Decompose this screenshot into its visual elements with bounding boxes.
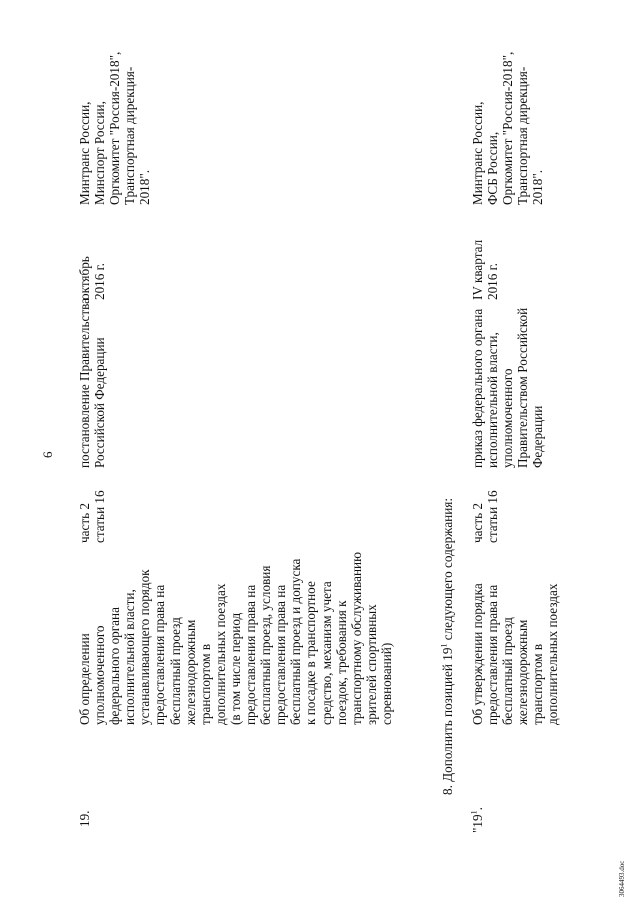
row-19-responsible-line: Оргкомитет "Россия-2018", — [107, 51, 123, 205]
row-19-number: 19. — [77, 810, 92, 827]
row-19-responsible-line: Минспорт России, — [92, 101, 108, 205]
row-19-title-line: средство, механизм учета — [318, 581, 334, 725]
row-19-1-title-line: бесплатный проезд — [500, 617, 516, 725]
row-19-title-line: предоставления права на — [152, 584, 168, 725]
row-19-1-title-line: железнодорожным — [515, 619, 531, 725]
row-19-title-line: федерального органа — [107, 607, 123, 725]
page-number: 6 — [40, 451, 55, 458]
row-19-term-line: 2016 г. — [92, 263, 108, 300]
row-19-1-title-line: транспортом в — [530, 643, 546, 725]
row-19-title-line: предоставления права на — [243, 584, 259, 725]
row-19-1-act-line: исполнительной власти, — [485, 332, 501, 468]
row-19-responsible-line: Минтранс России, — [77, 101, 92, 205]
row-19-1-act-line: Правительством Российской — [515, 307, 531, 468]
row-19-1-responsible-line: Минтранс России, — [470, 101, 485, 205]
row-19-1-term — [470, 240, 500, 300]
row-19-responsible-line: 2018". — [137, 169, 153, 205]
row-19-title-line: бесплатный проезд — [167, 617, 183, 725]
row-19-act — [77, 298, 107, 468]
row-19-1-basis-line: статьи 16 — [485, 490, 501, 543]
row-19-1-act-line: приказ федерального органа — [470, 308, 485, 468]
row-19-act-line: постановление Правительства — [77, 297, 92, 468]
row-19-title-line: транспортом в — [197, 643, 213, 725]
row-19-title-line: бесплатный проезд, условия — [258, 565, 274, 725]
row-19-1-number — [470, 807, 485, 833]
row-19-1-title-line: дополнительных поездах — [545, 583, 561, 725]
row-19-1-title — [470, 583, 561, 725]
row-19-title-line: дополнительных поездах — [212, 583, 228, 725]
row-19-1-title-line: Об утверждении порядка — [470, 583, 485, 725]
row-19-1-basis-line: часть 2 — [470, 502, 485, 543]
row-19-title-line: к посадке в транспортное — [303, 581, 319, 725]
row-19-title-line: устанавливающего порядок — [137, 569, 153, 725]
row-19-1-responsible-line: 2018". — [530, 169, 546, 205]
row-19-title-line: (в том числе период — [227, 612, 243, 725]
row-19-1-basis — [470, 490, 500, 543]
row-19-title-line: исполнительной власти, — [122, 589, 138, 725]
row-19-1-responsible — [470, 52, 545, 205]
row-19-term — [77, 256, 107, 300]
item-8-instruction — [440, 498, 455, 795]
item-8-prefix: 8. Дополнить позицией 19 — [440, 647, 455, 795]
row-19-basis-line: часть 2 — [77, 502, 92, 543]
row-19-basis — [77, 490, 107, 543]
row-19-1-term-line: IV квартал — [470, 239, 485, 300]
row-19-1-term-line: 2016 г. — [485, 263, 501, 300]
row-19-title-line: уполномоченного — [92, 625, 108, 725]
row-19-1-title-line: предоставления права на — [485, 584, 501, 725]
row-19-responsible-line: Транспортная дирекция- — [122, 66, 138, 205]
row-19-title-line: предоставления права на — [273, 584, 289, 725]
row-19-basis-line: статьи 16 — [92, 490, 108, 543]
row-19-1-act — [470, 308, 545, 468]
row-19-title-line: поездок, требования к — [333, 600, 349, 725]
footer-doc-code: 3064493.doc — [618, 860, 626, 897]
row-19-title-line: Об определении — [77, 633, 92, 725]
row-19-title-line: зрителей спортивных — [363, 604, 379, 725]
row-19-title-line: железнодорожным — [182, 619, 198, 725]
row-19-title-line: соревнований) — [378, 642, 394, 725]
row-19-term-line: октябрь — [77, 256, 92, 300]
row-19-1-act-line: Федерации — [530, 405, 546, 468]
row-19-title-line: бесплатный проезд и допуска — [288, 558, 304, 725]
row-19-title — [77, 552, 394, 725]
row-19-responsible — [77, 52, 152, 205]
item-8-suffix: следующего содержания: — [440, 497, 455, 644]
row-19-1-number-post: . — [470, 807, 485, 811]
row-19-1-responsible-line: Транспортная дирекция- — [515, 66, 531, 205]
row-19-act-line: Российской Федерации — [92, 337, 108, 468]
row-19-1-act-line: уполномоченного — [500, 368, 516, 468]
row-19-1-responsible-line: Оргкомитет "Россия-2018", — [500, 51, 516, 205]
item-8-superscript: 1 — [439, 643, 449, 648]
row-19-title-line: транспортному обслуживанию — [348, 552, 364, 725]
row-19-1-number-pre: "19 — [470, 814, 485, 833]
row-19-1-responsible-line: ФСБ России, — [485, 131, 501, 205]
row-19-1-number-sup: 1 — [469, 810, 479, 815]
